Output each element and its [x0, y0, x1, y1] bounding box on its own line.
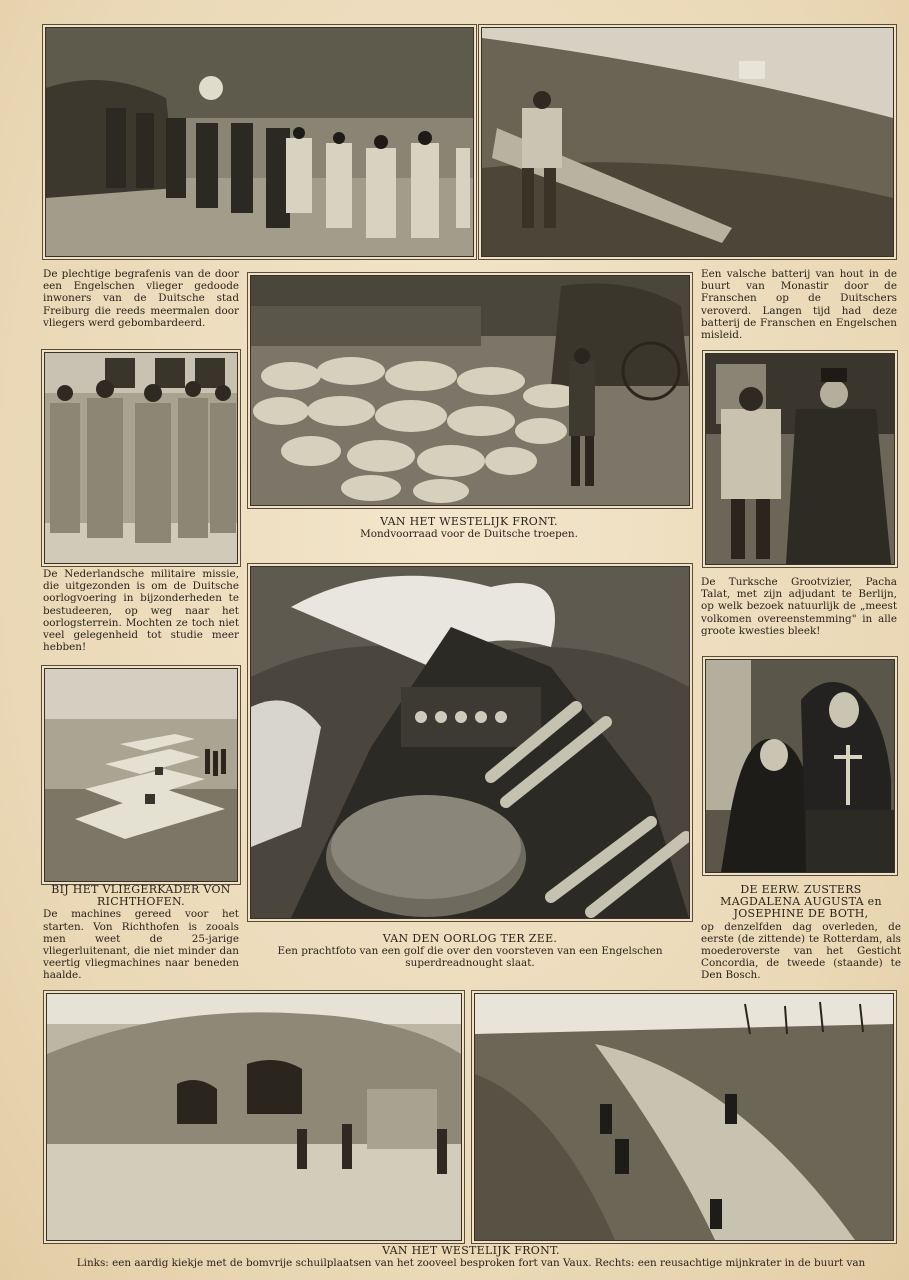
photo-dutch-mission	[44, 352, 238, 564]
caption-front-subtitle: Mondvoorraad voor de Duitsche troepen.	[360, 528, 578, 541]
photo-dreadnought-wave	[250, 566, 690, 919]
photo-turkish-vizier	[705, 353, 895, 565]
caption-richthofen-head: BIJ HET VLIEGERKADER VON RICHTHOFEN.	[51, 883, 231, 909]
caption-sea-body: Een prachtfoto van een golf die over den voorsteven van een Engelschen superdreadnought slaat.	[277, 945, 663, 970]
caption-richthofen	[43, 884, 239, 982]
caption-battery: Een valsche batterij van hout in de buurt van Monastir door de Franschen op de Duitschers veroverd. Langen tijd had deze batterij de Franschen en Engelschen misleid.	[701, 268, 897, 342]
caption-funeral: De plechtige begrafenis van de door een Engelschen vlieger gedoode inwoners van de Duitsche stad Freiburg die reeds meermalen door vliegers werd gebombardeerd.	[43, 268, 239, 329]
caption-sea-war	[248, 933, 692, 970]
photo-sheep-flock	[250, 275, 690, 506]
photo-funeral-procession	[45, 27, 474, 257]
photo-richthofen-planes	[44, 668, 238, 882]
photo-false-battery	[481, 27, 894, 257]
caption-turkish-vizier: De Turksche Grootvizier, Pacha Talat, met zijn adjudant te Berlijn, op welk bezoek natuurlijk de „meest volkomen overeenstemming" in alle groote kwesties bleek!	[701, 576, 897, 637]
caption-dutch-mission: De Nederlandsche militaire missie, die uitgezonden is om de Duitsche oorlogvoering in bijzonderheden te bestudeeren, op weg naar het oorlogsterrein. Mochten ze toch niet veel gelegenheid tot studie meer hebben!	[43, 568, 239, 654]
caption-front-title: VAN HET WESTELIJK FRONT.	[380, 515, 558, 528]
caption-sea-title: VAN DEN OORLOG TER ZEE.	[382, 932, 558, 945]
caption-sisters-head: DE EERW. ZUSTERS MAGDALENA AUGUSTA en JOSEPHINE DE BOTH,	[720, 883, 882, 921]
caption-western-front-bottom	[44, 1245, 898, 1269]
photo-mine-crater	[474, 993, 894, 1241]
caption-richthofen-body: De machines gereed voor het starten. Von Richthofen is zooals men weet de 25-jarige vliegerluitenant, die niet minder dan veertig vliegmachines naar beneden haalde.	[43, 908, 239, 982]
photo-sisters	[705, 659, 895, 873]
photo-fort-vaux-shelters	[46, 993, 462, 1241]
caption-bottom-body: Links: een aardig kiekje met de bomvrije schuilplaatsen van het zooveel besproken fort van Vaux. Rechts: een reusachtige mijnkrater in de buurt van	[76, 1257, 866, 1270]
caption-sisters-body: op denzelfden dag overleden, de eerste (de zittende) te Rotterdam, als moederoverste van het Gesticht Concordia, de tweede (staande) te Den Bosch.	[701, 920, 901, 982]
caption-western-front-supplies	[250, 516, 688, 540]
caption-bottom-title: VAN HET WESTELIJK FRONT.	[382, 1244, 560, 1257]
caption-sisters	[701, 884, 901, 982]
